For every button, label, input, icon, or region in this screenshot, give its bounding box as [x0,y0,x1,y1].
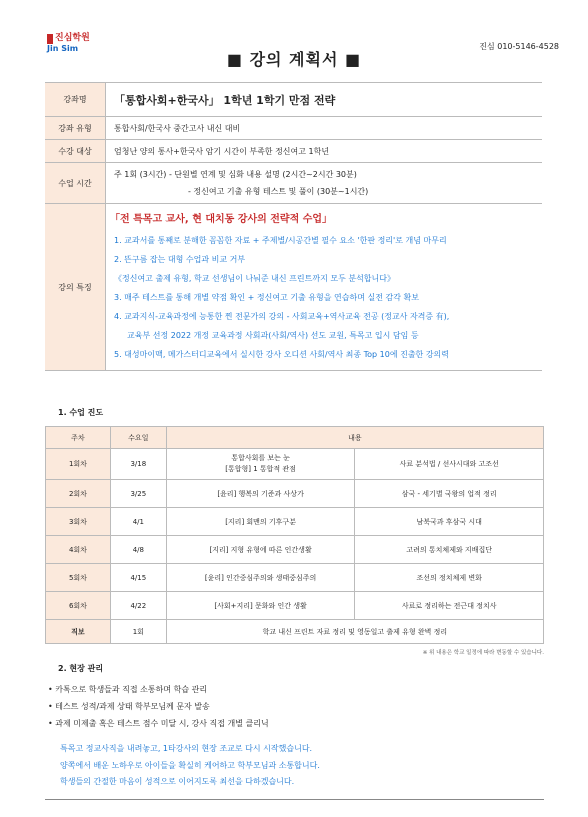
feature-item: 5. 대성마이맥, 메가스터디교육에서 실시한 강사 오디션 사회/역사 최종 Top 10에 진출한 강의력 [114,350,450,359]
time-label: 수업 시간 [45,163,106,204]
content-a-cell: [윤리] 인간중심주의와 생태중심주의 [166,564,355,592]
contact-info: 진심 010-5146-4528 [479,42,559,51]
page-title: ■ 강의 계획서 ■ [226,50,362,69]
week-cell: 6회차 [46,592,111,620]
week-cell: 2회차 [46,480,111,508]
feature-item: 1. 교과서를 통째로 분해한 꼼꼼한 자료 + 주제별/시공간별 필수 요소 '한판 정리'로 개념 마무리 [114,236,447,245]
closing-line: 특목고 정교사직을 내려놓고, 1타강사의 현장 조교로 다시 시작했습니다. [60,744,313,753]
bottom-divider [45,799,544,800]
content-a-cell [166,449,355,480]
date-cell: 4/15 [110,564,166,592]
week-cell: 직보 [46,620,111,644]
schedule-section-title: 1. 수업 진도 [58,408,104,417]
course-type: 통합사회/한국사 중간고사 내신 대비 [106,117,543,140]
table-row [46,449,544,480]
feature-item: 2. 뜬구름 잡는 대형 수업과 비교 거부 [114,255,246,264]
content-b-cell: 조선의 정치체제 변화 [355,564,544,592]
content-b-cell: 고려의 통치체제와 지배집단 [355,536,544,564]
logo-mark-icon [47,34,53,44]
feature-item: 《정신여고 출제 유형, 학교 선생님이 나눠준 내신 프린트까지 모두 분석합니다》 [114,274,395,283]
content-b-cell: 사료로 정리하는 전근대 정치사 [355,592,544,620]
info-row-name [45,83,542,117]
info-row-target [45,140,542,163]
course-info-table [45,82,542,371]
schedule-header-row [46,427,544,449]
header-content: 내용 [166,427,543,449]
table-row [46,536,544,564]
features-title: 「전 특목고 교사, 현 대치동 강사의 전략적 수업」 [110,214,333,225]
week-cell: 1회차 [46,449,111,480]
closing-message [60,741,320,791]
content-a-cell: [지리] 회맨의 기후구분 [166,508,355,536]
table-row [46,592,544,620]
course-name: 「통합사회+한국사」 1학년 1학기 만점 전략 [106,83,543,117]
content-a-cell: [사회+지리] 문화와 인간 생활 [166,592,355,620]
info-row-time [45,163,542,204]
info-row-type [45,117,542,140]
content-a-line: 통합사회를 보는 눈 [231,454,290,462]
type-label: 강좌 유형 [45,117,106,140]
content-a-line: [통합형] 1 통합적 관점 [225,465,296,473]
list-item: • 과제 미제출 혹은 테스트 점수 미달 시, 강사 직접 개별 클리닉 [48,719,269,728]
time-line-2: - 정신여고 기출 유형 테스트 및 풀이 (30분~1시간) [188,187,369,196]
logo-subtext: Jin Sim [47,44,79,53]
list-item: • 테스트 성적/과제 상태 학부모님께 문자 발송 [48,702,210,711]
date-cell: 3/25 [110,480,166,508]
content-b-cell: 사료 분석법 / 선사시대와 고조선 [355,449,544,480]
week-cell: 3회차 [46,508,111,536]
course-features [106,204,543,371]
content-b-cell: 삼국 - 세기별 국왕의 업적 정리 [355,480,544,508]
feature-item: 4. 교과지식-교육과정에 능통한 찐 전문가의 강의 - 사회교육+역사교육 전공 (정교사 자격증 有), [114,312,450,321]
management-section-title: 2. 현장 관리 [58,664,104,673]
target-label: 수강 대상 [45,140,106,163]
course-time [106,163,543,204]
schedule-table [45,426,544,644]
course-name-label: 강좌명 [45,83,106,117]
content-a-cell: [윤리] 행복의 기준과 사상가 [166,480,355,508]
date-cell: 4/1 [110,508,166,536]
date-cell: 4/22 [110,592,166,620]
course-target: 엄청난 양의 통사+한국사 암기 시간이 부족한 정신여고 1학년 [106,140,543,163]
closing-line: 양쪽에서 배운 노하우로 아이들을 확실히 케어하고 학부모님과 소통합니다. [60,760,320,770]
date-cell: 4/8 [110,536,166,564]
feature-item: 교육부 선정 2022 개정 교육과정 사회과(사회/역사) 선도 교원, 특목고 입시 담임 등 [127,331,419,340]
schedule-note: ※ 위 내용은 학교 일정에 따라 변동할 수 있습니다. [422,650,544,656]
list-item: • 카톡으로 학생들과 직접 소통하며 학습 관리 [48,685,208,694]
table-row [46,480,544,508]
management-list [48,681,269,732]
features-label: 강의 특징 [45,204,106,371]
week-cell: 5회차 [46,564,111,592]
header-week: 주차 [46,427,111,449]
info-row-features [45,204,542,371]
closing-line: 학생들의 간절한 마음이 성적으로 이어지도록 최선을 다하겠습니다. [60,777,295,786]
table-row [46,564,544,592]
time-line-1: 주 1회 (3시간) - 단원별 연계 및 심화 내용 설명 (2시간~2시간 30분) [114,170,357,179]
date-cell: 3/18 [110,449,166,480]
feature-item: 3. 매주 테스트를 통해 개별 약점 확인 + 정신여고 기출 유형을 연습하며 실전 감각 확보 [114,293,419,302]
content-a-cell: [지리] 지형 유형에 따른 인간생활 [166,536,355,564]
logo-text: 진심학원 [55,33,90,43]
date-cell: 1회 [110,620,166,644]
content-b-cell: 남북국과 후삼국 시대 [355,508,544,536]
table-row-final [46,620,544,644]
table-row [46,508,544,536]
final-content-cell: 학교 내신 프린트 자료 정리 및 영동일고 출제 유형 완벽 정리 [166,620,543,644]
header-day: 수요일 [110,427,166,449]
week-cell: 4회차 [46,536,111,564]
